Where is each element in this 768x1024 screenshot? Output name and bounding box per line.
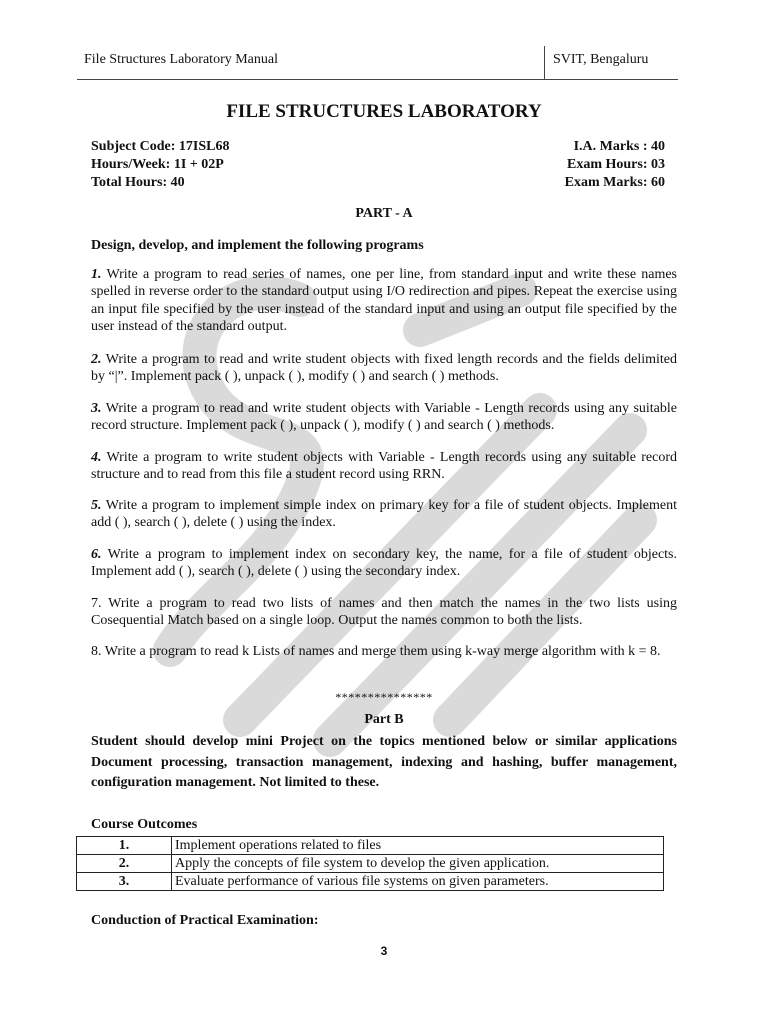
program-number: 6. bbox=[91, 547, 102, 562]
document-title: FILE STRUCTURES LABORATORY bbox=[226, 101, 542, 122]
program-text: Write a program to write student objects with Variable - Length records using any suitable record structure and to read from this file a student record using RRN. bbox=[91, 450, 677, 483]
program-item bbox=[91, 497, 677, 532]
program-number: 8. bbox=[91, 644, 102, 659]
exam-marks: Exam Marks: 60 bbox=[564, 175, 665, 190]
table-row bbox=[77, 873, 664, 891]
header-institution: SVIT, Bengaluru bbox=[553, 52, 649, 67]
program-text: Write a program to implement index on secondary key, the name, for a file of student objects. Implement add ( ), search ( ), delete ( ) using the secondary index. bbox=[91, 547, 678, 580]
program-number: 3. bbox=[91, 401, 102, 416]
ia-marks: I.A. Marks : 40 bbox=[573, 139, 665, 154]
outcome-number: 1. bbox=[77, 837, 172, 855]
program-number: 7. bbox=[91, 596, 102, 611]
program-text: Write a program to read and write student objects with fixed length records and the fields delimited by “|”. Implement pack ( ), unpack ( ), modify ( ) and search ( ) methods. bbox=[91, 352, 678, 385]
program-text: Write a program to read and write student objects with Variable - Length records using any suitable record structure. Implement pack ( ), unpack ( ), modify ( ) and search ( ) methods. bbox=[91, 401, 677, 434]
program-text: Write a program to read series of names, one per line, from standard input and write these names spelled in reverse order to the standard output using I/O redirection and pipes. Repeat the exercise using an input file specified by the user instead of the standard input and using an output file specified by the user instead of the standard output. bbox=[91, 267, 678, 335]
program-item bbox=[91, 595, 677, 630]
program-item bbox=[91, 449, 677, 484]
section-separator: *************** bbox=[335, 690, 433, 704]
program-text: Write a program to read k Lists of names and merge them using k-way merge algorithm with k = 8. bbox=[104, 644, 661, 659]
outcome-text: Apply the concepts of file system to develop the given application. bbox=[172, 855, 664, 873]
outcome-number: 3. bbox=[77, 873, 172, 891]
part-b-heading: Part B bbox=[364, 712, 404, 727]
part-a-heading: PART - A bbox=[355, 206, 413, 221]
program-item bbox=[91, 400, 677, 435]
program-number: 5. bbox=[91, 498, 102, 513]
program-number: 2. bbox=[91, 352, 102, 367]
program-number: 4. bbox=[91, 450, 102, 465]
program-item bbox=[91, 546, 677, 581]
subject-code: Subject Code: 17ISL68 bbox=[91, 139, 230, 154]
program-text: Write a program to read two lists of names and then match the names in the two lists using Cosequential Match based on a single loop. Output the names common to both the lists. bbox=[91, 596, 677, 629]
outcome-text: Evaluate performance of various file systems on given parameters. bbox=[172, 873, 664, 891]
conduction-heading: Conduction of Practical Examination: bbox=[91, 913, 319, 928]
outcome-number: 2. bbox=[77, 855, 172, 873]
page-header bbox=[77, 46, 678, 80]
course-outcomes-heading: Course Outcomes bbox=[91, 817, 198, 832]
program-number: 1. bbox=[91, 267, 102, 282]
total-hours: Total Hours: 40 bbox=[91, 175, 185, 190]
outcome-text: Implement operations related to files bbox=[172, 837, 664, 855]
page-number: 3 bbox=[380, 944, 388, 958]
course-outcomes-table bbox=[76, 836, 664, 891]
program-item bbox=[91, 351, 677, 386]
program-item bbox=[91, 266, 677, 336]
header-manual-title: File Structures Laboratory Manual bbox=[84, 52, 279, 67]
part-b-text: Student should develop mini Project on the topics mentioned below or similar applications Document processing, transaction management, indexing and hashing, buffer management, configuration management. Not limited to these. bbox=[91, 734, 677, 790]
program-item bbox=[91, 643, 677, 660]
table-row bbox=[77, 855, 664, 873]
exam-hours: Exam Hours: 03 bbox=[567, 157, 665, 172]
program-text: Write a program to implement simple index on primary key for a file of student objects. Implement add ( ), search ( ), delete ( ) using the index. bbox=[91, 498, 677, 531]
hours-week: Hours/Week: 1I + 02P bbox=[91, 157, 224, 172]
header-divider bbox=[544, 46, 545, 79]
table-row bbox=[77, 837, 664, 855]
part-a-intro: Design, develop, and implement the following programs bbox=[91, 238, 424, 253]
